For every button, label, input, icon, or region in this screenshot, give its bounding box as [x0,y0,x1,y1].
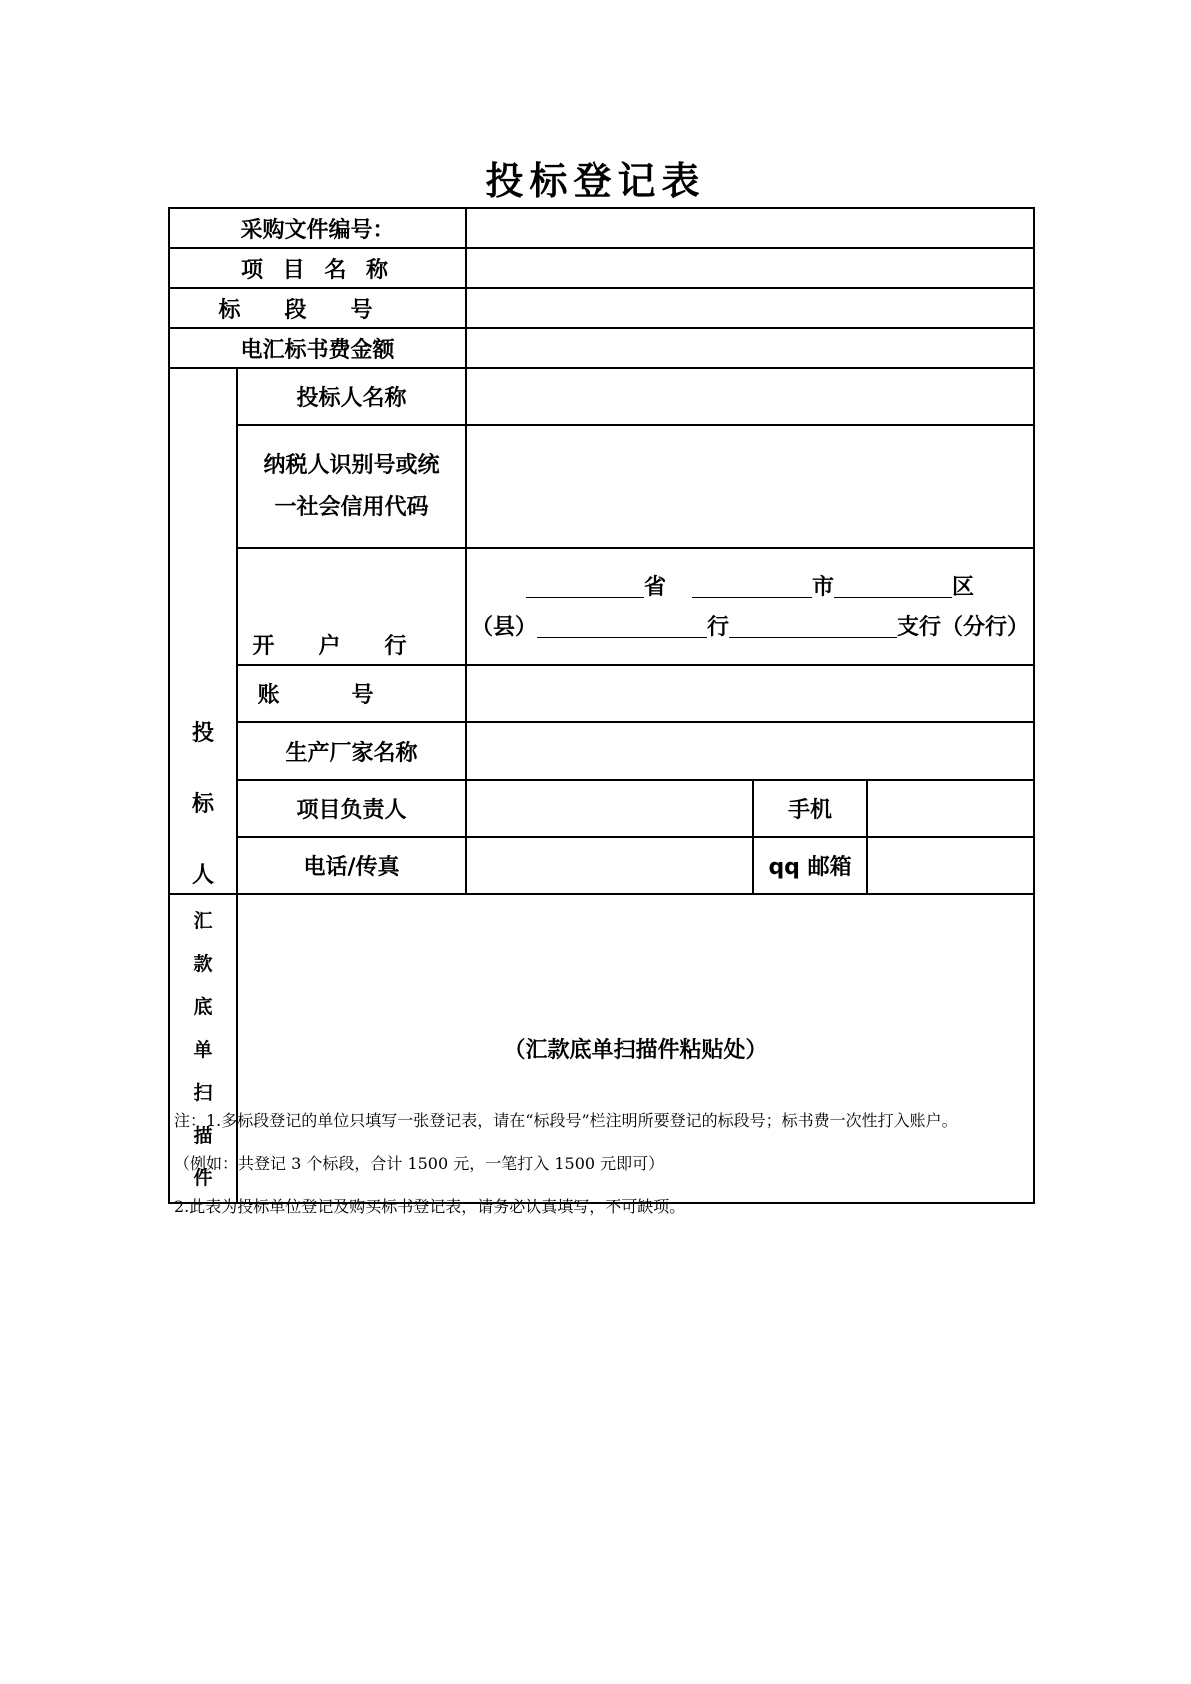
label-bank: 开户行 [237,548,466,665]
qq-email-field[interactable] [867,837,1034,894]
manufacturer-field[interactable] [466,722,1034,779]
branch-label: 支行（分行） [897,613,1030,640]
notes [174,1108,1074,1237]
account-field[interactable] [466,665,1034,722]
registration-form [168,207,1035,1204]
tax-id-line-2: 一社会信用代码 [274,494,429,520]
bank-line-1 [467,567,1033,607]
bidder-name-field[interactable] [466,368,1034,425]
tax-id-field[interactable] [466,425,1034,548]
section-number-field[interactable] [466,288,1034,328]
label-tax-id [237,425,466,548]
page-title: 投标登记表 [485,158,706,203]
city-blank[interactable] [692,571,812,598]
branch-blank[interactable] [729,611,897,638]
label-file-number: 采购文件编号： [169,208,466,248]
label-account: 账号 [237,665,466,722]
file-number-field[interactable] [466,208,1034,248]
remit-char-4: 单 [193,1038,213,1061]
label-manufacturer: 生产厂家名称 [237,722,466,779]
county-label: （县） [471,613,538,640]
remit-char-1: 汇 [193,910,213,933]
note-example: （例如：共登记 3 个标段，合计 1500 元，一笔打入 1500 元即可） [174,1154,665,1173]
label-section-number: 标段号 [169,288,466,328]
label-phone-fax: 电话/传真 [237,837,466,894]
note-2: 2.此表为投标单位登记及购买标书登记表，请务必认真填写，不可缺项。 [174,1197,686,1216]
tax-id-line-1: 纳税人识别号或统 [263,452,440,478]
city-label: 市 [812,573,835,600]
project-manager-field[interactable] [466,780,753,837]
bidder-group-label [169,368,237,894]
label-mobile: 手机 [753,780,867,837]
bank-suffix-label: 行 [707,613,730,640]
bank-field[interactable] [466,548,1034,665]
bidder-char-1: 投 [191,721,214,746]
label-project-name: 项 目 名 称 [169,248,466,288]
wire-fee-field[interactable] [466,328,1034,368]
phone-fax-field[interactable] [466,837,753,894]
mobile-field[interactable] [867,780,1034,837]
bank-line-2 [467,607,1033,647]
province-label: 省 [644,573,667,600]
province-blank[interactable] [526,571,644,598]
label-wire-fee: 电汇标书费金额 [169,328,466,368]
remit-char-2: 款 [193,953,213,976]
remit-char-6: 描 [193,1124,213,1147]
label-bidder-name: 投标人名称 [237,368,466,425]
note-1: 注：1.多标段登记的单位只填写一张登记表，请在“标段号”栏注明所要登记的标段号；标书费一次性打入账户。 [174,1111,958,1130]
bidder-char-2: 标 [191,792,214,817]
district-blank[interactable] [834,571,952,598]
remit-char-7: 件 [193,1167,213,1190]
bank-name-blank[interactable] [537,611,707,638]
district-label: 区 [952,573,975,600]
remit-char-5: 扫 [193,1081,213,1104]
label-project-manager: 项目负责人 [237,780,466,837]
paste-area[interactable]: （汇款底单扫描件粘贴处） [237,894,1034,1203]
label-qq-email: qq 邮箱 [753,837,867,894]
bidder-char-3: 人 [191,863,214,888]
remit-char-3: 底 [193,996,213,1019]
project-name-field[interactable] [466,248,1034,288]
